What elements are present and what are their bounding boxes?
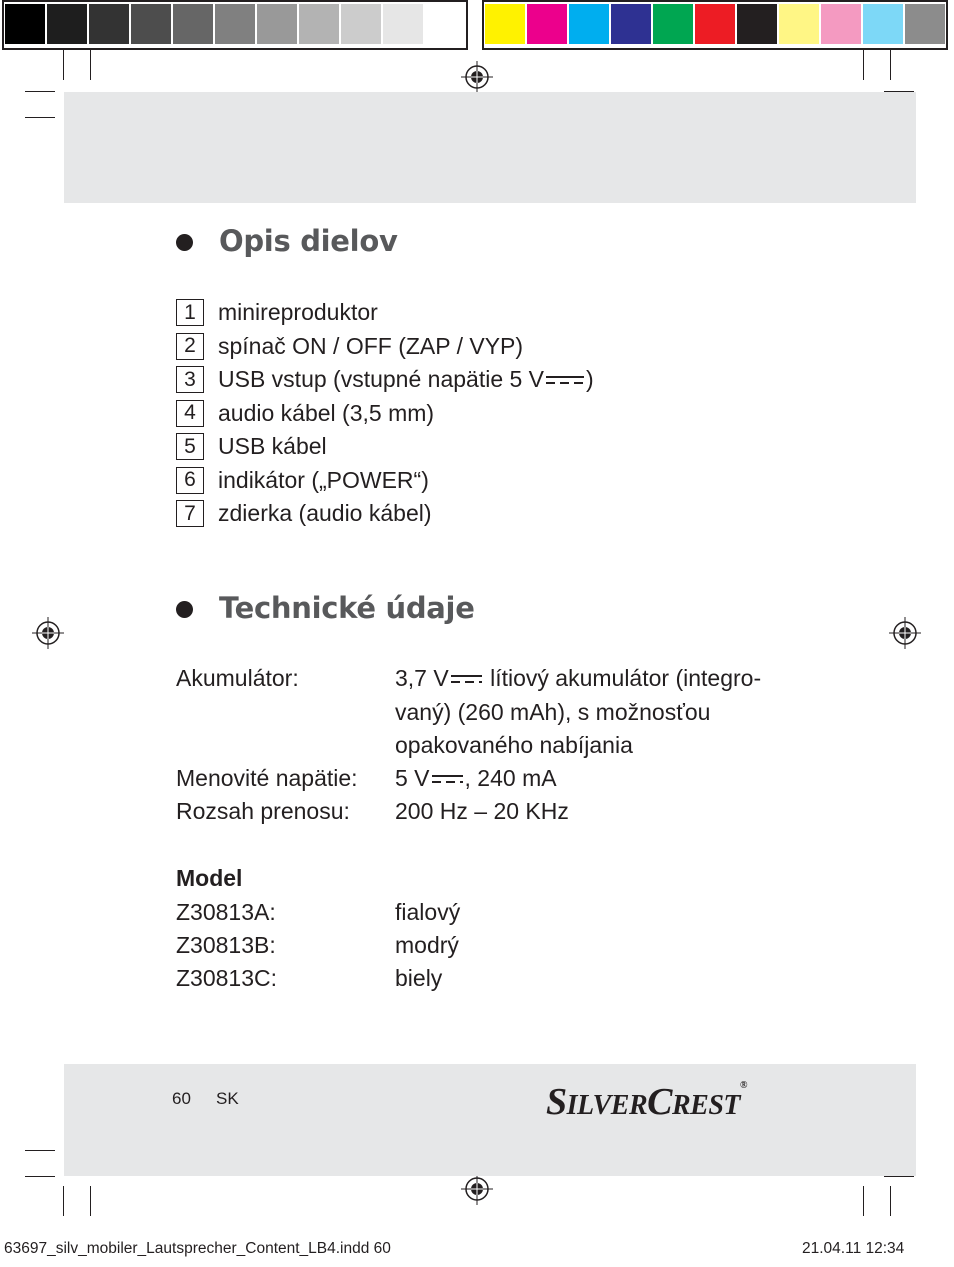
part-number: 3 [176, 366, 204, 393]
color-swatch [257, 4, 297, 44]
color-bar-process [482, 0, 948, 50]
crop-mark [890, 50, 891, 80]
color-swatch [527, 4, 567, 44]
part-number: 6 [176, 467, 204, 494]
part-number: 4 [176, 400, 204, 427]
slug-date: 21.04.11 12:34 [802, 1240, 905, 1257]
color-swatch [131, 4, 171, 44]
color-swatch [653, 4, 693, 44]
section-bullet-icon [176, 234, 193, 251]
crop-mark [25, 91, 55, 92]
color-swatch [47, 4, 87, 44]
footer-band [64, 1064, 916, 1176]
spec-value: opakovaného nabíjania [395, 732, 633, 758]
part-number: 5 [176, 433, 204, 460]
spec-value-text: lítiový akumulátor (integro- [483, 665, 762, 691]
crop-mark [90, 1186, 91, 1216]
registered-mark: ® [740, 1080, 748, 1091]
part-label: minireproduktor [218, 299, 378, 326]
color-swatch [695, 4, 735, 44]
spec-value [395, 765, 557, 792]
color-swatch [383, 4, 423, 44]
registration-mark-icon [461, 1173, 493, 1205]
crop-mark [890, 1186, 891, 1216]
part-number: 7 [176, 500, 204, 527]
list-item [176, 497, 594, 531]
color-swatch [611, 4, 651, 44]
silvercrest-logo [546, 1080, 747, 1124]
crop-mark [25, 117, 55, 118]
logo-letters: REST [672, 1090, 741, 1121]
section-title-specs: Technické údaje [219, 591, 475, 625]
crop-mark [63, 1186, 64, 1216]
crop-mark [863, 50, 864, 80]
part-number: 1 [176, 299, 204, 326]
model-color: modrý [395, 932, 459, 958]
color-swatch [299, 4, 339, 44]
logo-letter: C [647, 1081, 672, 1123]
color-swatch [425, 4, 465, 44]
list-item [176, 397, 594, 431]
dc-symbol-icon [451, 675, 482, 685]
list-item [176, 430, 594, 464]
dc-symbol-icon [546, 376, 584, 386]
spec-value-voltage: 3,7 V [395, 665, 449, 691]
model-code: Z30813A: [176, 899, 276, 925]
page-number: 60 [172, 1089, 191, 1108]
color-swatch [89, 4, 129, 44]
crop-mark [25, 1150, 55, 1151]
crop-mark [884, 1176, 914, 1177]
spec-label: Menovité napätie: [176, 765, 358, 791]
spec-value: vaný) (260 mAh), s možnosťou [395, 699, 711, 725]
section-bullet-icon [176, 601, 193, 618]
model-code: Z30813C: [176, 965, 278, 991]
part-number: 2 [176, 333, 204, 360]
color-swatch [341, 4, 381, 44]
model-color: fialový [395, 899, 461, 925]
color-swatch [737, 4, 777, 44]
part-label-text: USB vstup (vstupné napätie 5 V [218, 366, 545, 393]
section-title-parts: Opis dielov [219, 224, 398, 258]
crop-mark [863, 1186, 864, 1216]
spec-value-voltage: 5 V [395, 765, 430, 791]
color-swatch [485, 4, 525, 44]
list-item [176, 464, 594, 498]
crop-mark [25, 1176, 55, 1177]
header-band [64, 92, 916, 203]
part-label: USB kábel [218, 433, 327, 460]
spec-value-text: , 240 mA [464, 765, 557, 791]
model-code: Z30813B: [176, 932, 276, 958]
registration-mark-icon [889, 617, 921, 649]
part-label [218, 366, 594, 393]
color-swatch [863, 4, 903, 44]
slug-file: 63697_silv_mobiler_Lautsprecher_Content_LB4.indd 60 [4, 1240, 391, 1257]
part-label: spínač ON / OFF (ZAP / VYP) [218, 332, 524, 359]
logo-letters: ILVER [566, 1090, 648, 1121]
color-swatch [905, 4, 945, 44]
crop-mark [90, 50, 91, 80]
registration-mark-icon [32, 617, 64, 649]
registration-mark-icon [461, 61, 493, 93]
model-color: biely [395, 965, 443, 991]
list-item [176, 363, 594, 397]
color-swatch [5, 4, 45, 44]
spec-value: 200 Hz – 20 KHz [395, 798, 569, 824]
crop-mark [63, 50, 64, 80]
spec-value [395, 665, 761, 692]
parts-list [176, 296, 594, 531]
list-item [176, 330, 594, 364]
part-label: zdierka (audio kábel) [218, 500, 432, 527]
logo-letter: S [546, 1081, 567, 1123]
dc-symbol-icon [432, 775, 463, 785]
language-code: SK [216, 1089, 239, 1108]
color-bar-grayscale [2, 0, 468, 50]
list-item [176, 296, 594, 330]
color-swatch [215, 4, 255, 44]
spec-label: Akumulátor: [176, 665, 299, 691]
color-swatch [821, 4, 861, 44]
color-swatch [779, 4, 819, 44]
part-label-suffix: ) [586, 366, 594, 393]
spec-label: Rozsah prenosu: [176, 798, 350, 824]
model-heading: Model [176, 865, 243, 891]
color-swatch [173, 4, 213, 44]
part-label: indikátor („POWER“) [218, 466, 429, 493]
part-label: audio kábel (3,5 mm) [218, 399, 435, 426]
color-swatch [569, 4, 609, 44]
